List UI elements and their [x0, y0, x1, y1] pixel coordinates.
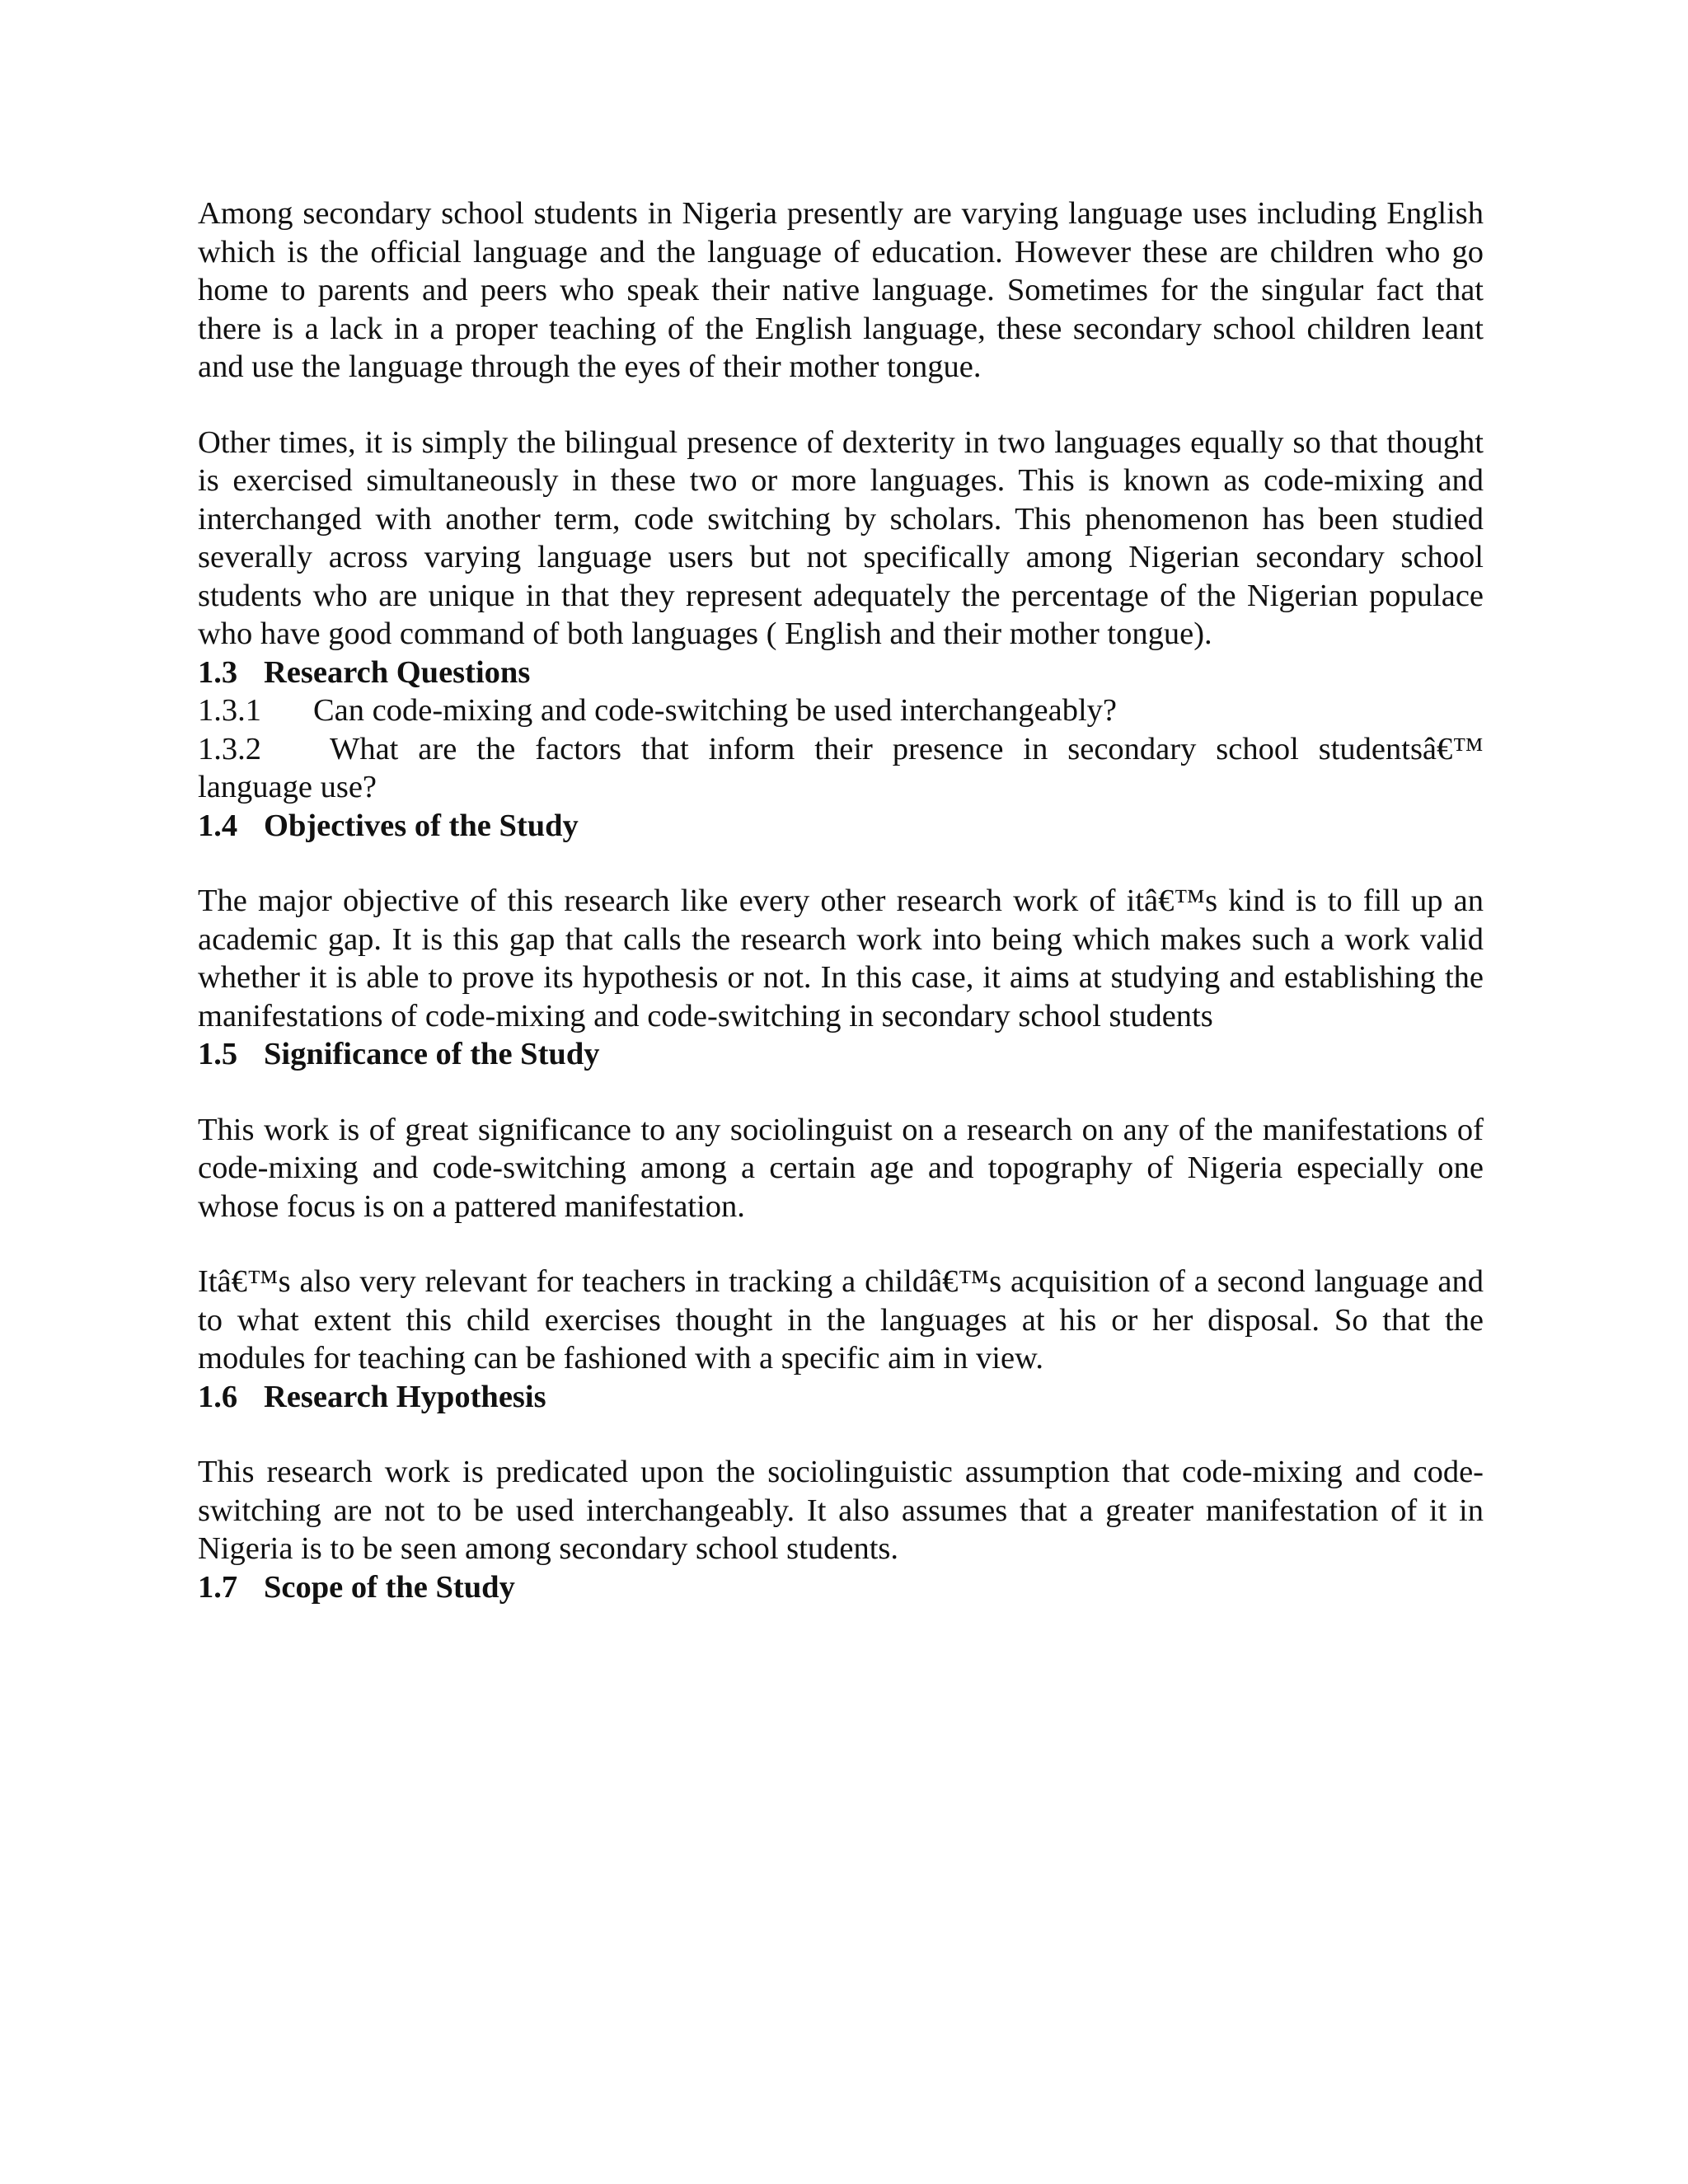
intro-paragraph-2: Other times, it is simply the bilingual presence of dexterity in two languages equally so that thought is exercised simultaneously in these two or more languages. This is known as code-mixing and interchanged with another term, code switching by scholars. This phenomenon has been studied severally across varying language users but not specifically among Nigerian secondary school students who are unique in that they represent adequately the percentage of the Nigerian populace who have good command of both languages ( English and their mother tongue). [198, 424, 1484, 651]
research-question-2-line-2: language use? [198, 770, 377, 804]
section-number: 1.6 [198, 1379, 238, 1414]
intro-paragraph-1: Among secondary school students in Nigeria presently are varying language uses including English which is the official language and the language of education. However these are children who go home to parents and peers who speak their native language. Sometimes for the singular fact that there is a lack in a proper teaching of the English language, these secondary school children leant and use the language through the eyes of their mother tongue. [198, 196, 1484, 384]
hypothesis-paragraph: This research work is predicated upon the sociolinguistic assumption that code-mixing and code-switching are not to be used interchangeably. It also assumes that a greater manifestation of it in Nigeria is to be seen among secondary school students. [198, 1455, 1484, 1566]
section-number: 1.7 [198, 1569, 238, 1605]
significance-paragraph-1: This work is of great significance to any sociolinguist on a research on any of the manifestations of code-mixing and code-switching among a certain age and topography of Nigeria especially one whose focus is on a pattered manifestation. [198, 1112, 1484, 1224]
section-number: 1.3 [198, 654, 238, 690]
document-page [198, 194, 1484, 1606]
section-number: 1.4 [198, 808, 238, 843]
section-heading-research-questions [198, 654, 1484, 692]
section-number: 1.5 [198, 1037, 238, 1071]
research-question-2-line-1 [198, 730, 1484, 769]
section-heading-scope [198, 1568, 1484, 1607]
section-title: Research Hypothesis [264, 1379, 546, 1414]
section-title: Objectives of the Study [264, 808, 579, 843]
section-title: Significance of the Study [264, 1037, 600, 1071]
question-number: 1.3.2 [198, 731, 261, 766]
section-heading-objectives [198, 807, 1484, 846]
question-number: 1.3.1 [198, 693, 261, 728]
section-title: Scope of the Study [264, 1569, 515, 1605]
objectives-paragraph: The major objective of this research like every other research work of itâ€™s kind is to fill up an academic gap. It is this gap that calls the research work into being which makes such a work valid whether it is able to prove its hypothesis or not. In this case, it aims at studying and establishing the manifestations of code-mixing and code-switching in secondary school students [198, 883, 1484, 1033]
section-title: Research Questions [264, 654, 531, 690]
section-heading-significance [198, 1035, 1484, 1074]
section-heading-hypothesis [198, 1378, 1484, 1417]
research-question-1 [198, 691, 1484, 730]
significance-paragraph-2: Itâ€™s also very relevant for teachers in tracking a childâ€™s acquisition of a second language and to what extent this child exercises thought in the languages at his or her disposal. So that the modules for teaching can be fashioned with a specific aim in view. [198, 1264, 1484, 1376]
question-text: What are the factors that inform their presence in secondary school studentsâ€™ [330, 731, 1484, 766]
question-text: Can code-mixing and code-switching be used interchangeably? [313, 693, 1118, 728]
